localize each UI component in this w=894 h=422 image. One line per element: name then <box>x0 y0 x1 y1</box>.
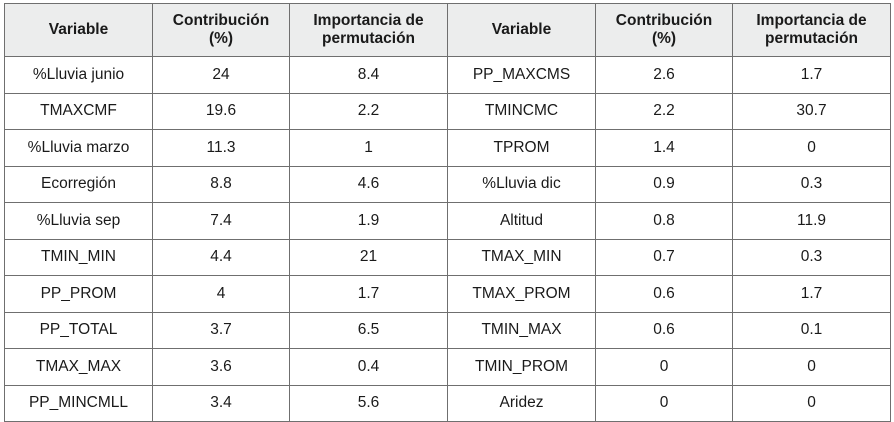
cell-variable-left: PP_MINCMLL <box>5 385 153 422</box>
cell-permutation-right: 0.3 <box>733 166 891 203</box>
cell-contribution-right: 0 <box>596 349 733 386</box>
cell-variable-left: PP_TOTAL <box>5 312 153 349</box>
cell-contribution-right: 0.9 <box>596 166 733 203</box>
cell-contribution-right: 0.6 <box>596 276 733 313</box>
table-header <box>5 4 891 57</box>
cell-contribution-left: 3.6 <box>153 349 290 386</box>
cell-variable-right: %Lluvia dic <box>448 166 596 203</box>
cell-variable-left: TMAX_MAX <box>5 349 153 386</box>
cell-variable-right: TMAX_MIN <box>448 239 596 276</box>
cell-variable-right: TMIN_MAX <box>448 312 596 349</box>
column-header-contribution-right: Contribución (%) <box>596 4 733 57</box>
cell-contribution-left: 11.3 <box>153 130 290 167</box>
cell-variable-right: PP_MAXCMS <box>448 57 596 94</box>
table-row <box>5 57 891 94</box>
cell-permutation-right: 0.1 <box>733 312 891 349</box>
cell-contribution-left: 3.4 <box>153 385 290 422</box>
cell-permutation-right: 0 <box>733 130 891 167</box>
cell-variable-right: TMAX_PROM <box>448 276 596 313</box>
cell-permutation-right: 0.3 <box>733 239 891 276</box>
cell-contribution-left: 19.6 <box>153 93 290 130</box>
variable-importance-table-container <box>0 3 894 416</box>
table-row <box>5 93 891 130</box>
column-header-permutation-right: Importancia de permutación <box>733 4 891 57</box>
cell-permutation-left: 0.4 <box>290 349 448 386</box>
table-row <box>5 385 891 422</box>
cell-variable-right: TMINCMC <box>448 93 596 130</box>
table-row <box>5 349 891 386</box>
cell-contribution-left: 3.7 <box>153 312 290 349</box>
table-row <box>5 203 891 240</box>
cell-permutation-left: 2.2 <box>290 93 448 130</box>
cell-variable-left: %Lluvia sep <box>5 203 153 240</box>
table-row <box>5 130 891 167</box>
cell-contribution-left: 4.4 <box>153 239 290 276</box>
cell-contribution-left: 24 <box>153 57 290 94</box>
cell-variable-right: Aridez <box>448 385 596 422</box>
cell-variable-right: Altitud <box>448 203 596 240</box>
cell-contribution-right: 0.6 <box>596 312 733 349</box>
table-row <box>5 312 891 349</box>
table-row <box>5 166 891 203</box>
cell-permutation-left: 8.4 <box>290 57 448 94</box>
cell-contribution-right: 2.6 <box>596 57 733 94</box>
table-row <box>5 276 891 313</box>
cell-variable-left: TMIN_MIN <box>5 239 153 276</box>
cell-permutation-left: 4.6 <box>290 166 448 203</box>
cell-contribution-right: 2.2 <box>596 93 733 130</box>
cell-contribution-right: 0.7 <box>596 239 733 276</box>
cell-permutation-left: 1.9 <box>290 203 448 240</box>
cell-contribution-right: 1.4 <box>596 130 733 167</box>
cell-permutation-right: 11.9 <box>733 203 891 240</box>
column-header-variable-left: Variable <box>5 4 153 57</box>
cell-permutation-left: 1.7 <box>290 276 448 313</box>
table-header-row <box>5 4 891 57</box>
cell-variable-left: Ecorregión <box>5 166 153 203</box>
cell-variable-left: PP_PROM <box>5 276 153 313</box>
cell-permutation-left: 5.6 <box>290 385 448 422</box>
column-header-variable-right: Variable <box>448 4 596 57</box>
cell-contribution-right: 0 <box>596 385 733 422</box>
cell-variable-left: TMAXCMF <box>5 93 153 130</box>
cell-permutation-right: 0 <box>733 385 891 422</box>
cell-contribution-right: 0.8 <box>596 203 733 240</box>
cell-permutation-right: 30.7 <box>733 93 891 130</box>
cell-contribution-left: 7.4 <box>153 203 290 240</box>
cell-permutation-left: 6.5 <box>290 312 448 349</box>
cell-variable-right: TPROM <box>448 130 596 167</box>
cell-variable-right: TMIN_PROM <box>448 349 596 386</box>
cell-variable-left: %Lluvia junio <box>5 57 153 94</box>
cell-permutation-left: 21 <box>290 239 448 276</box>
cell-variable-left: %Lluvia marzo <box>5 130 153 167</box>
cell-permutation-right: 1.7 <box>733 57 891 94</box>
column-header-contribution-left: Contribución (%) <box>153 4 290 57</box>
cell-contribution-left: 8.8 <box>153 166 290 203</box>
cell-permutation-right: 0 <box>733 349 891 386</box>
cell-contribution-left: 4 <box>153 276 290 313</box>
variable-importance-table <box>4 3 891 422</box>
cell-permutation-left: 1 <box>290 130 448 167</box>
column-header-permutation-left: Importancia de permutación <box>290 4 448 57</box>
cell-permutation-right: 1.7 <box>733 276 891 313</box>
table-body <box>5 57 891 422</box>
table-row <box>5 239 891 276</box>
